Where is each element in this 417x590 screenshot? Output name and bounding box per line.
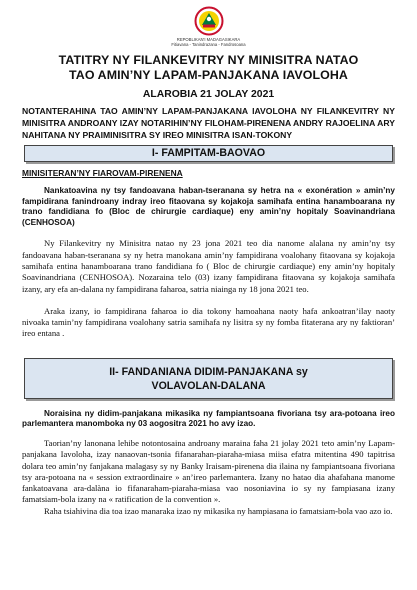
emblem-motto-line: Fitiavana - Tanindrazana - Fandrosoana — [171, 42, 246, 47]
section-1-heading: I- FAMPITAM-BAOVAO — [24, 145, 393, 162]
section-2-paragraph-2: Raha tsiahivina dia toa izao manaraka izao ny mikasika ny hampiasana io famatsiam-bola vao azo io. — [44, 505, 393, 516]
section-1-lead: Nankatoavina ny tsy fandoavana haban-tseranana sy hetra na « exonération » amin’ny fampidirana fanindroany indray ireo fitaovana sy kojakoja samihafa entina hanamboarana ny trano fandidiana fo (Bloc de chirurgie cardiaque) eny amin’ny hopitaly Soavinandriana (CENHOSOA) — [22, 186, 395, 227]
section-2-lead: Noraisina ny didim-panjakana mikasika ny fampiantsoana fivoriana tsy ara-potoana ireo parlemantera manomboka ny 03 aogositra 2021 ho avy izao. — [22, 408, 395, 429]
document-title — [22, 53, 395, 83]
ministry-subheading: MINISITERAN’NY FIAROVAM-PIRENENA — [22, 168, 183, 178]
section-2-heading-line-1: II- FANDANIANA DIDIM-PANJAKANA sy — [109, 365, 308, 378]
emblem-caption — [22, 37, 395, 47]
section-1-paragraph-2: Araka izany, io fampidirana faharoa io dia tokony hamoahana naoty hafa ankoatran’ilay naoty nivoaka tamin’ny fampidirana voalohany satria samihafa ny lisitra sy ny fomba fitaterana ary ny faktioran’ ireo entana . — [22, 305, 395, 339]
section-2-heading-line-2: VOLAVOLAN-DALANA — [151, 379, 266, 392]
emblem-caption-line: REPOBLIKAN'I MADAGASIKARA — [176, 37, 241, 42]
intro-paragraph: NOTANTERAHINA TAO AMIN’NY LAPAM-PANJAKANA IAVOLOHA NY FILANKEVITRY NY MINISITRA ANDROANY IZAY NOTARIHIN’NY FILOHAM-PIRENENA ANDRY RAJOELINA ARY NAHITANA NY PRAIMINISITRA SY IREO MINISITRA ISAN-TOKONY — [22, 106, 395, 140]
section-2-heading — [24, 358, 393, 399]
document-date: ALAROBIA 21 JOLAY 2021 — [142, 89, 275, 100]
madagascar-emblem-icon — [194, 6, 224, 36]
emblem-block — [22, 0, 395, 47]
section-2-paragraph-1: Taorian’ny lanonana lehibe notontosaina androany maraina faha 21 jolay 2021 teto amin’ny Lapam-panjakana Iavoloha, izay nanaovan-tsonia fifanarahan-piaraha-miasa miisa efatra mitentina 490 tapitrisa dolara teo amin’ny fanjakana malagasy sy ny Banky Iraisam-pirenena dia ilaina ny fampiantsoana fivoriana tsy ara-potoana na « session extraordinaire » an’ireo parlemantera. Izany no hatao dia ahafahana manome fankatoavana ara-dalàna io fifanaraham-piaraha-miasa vao nosoniavina io sy ny fampiasana izany famatsiam-bola izany na « ratification de la convention ». — [22, 437, 395, 505]
section-1-paragraph-1: Ny Filankevitry ny Minisitra natao ny 23 jona 2021 teo dia nanome alalana ny amin’ny tsy fandoavana haban-tseranana sy ny hetra manokana amin’ny fampidirana voalohany fitaovana sy kojakoja samihafa entina hanamboarana trano fandidiana fo ( Bloc de chirurgie cardiaque) eny amin’ny hopitaly Soavinandriana (CENHOSOA). Nozaraina telo (03) izany fampidirana fitaovana sy kojakoja samihafa izany, ary efa an-dalana ny fampidirana faharoa, satria niainga ny 18 jona 2021 teo. — [22, 238, 395, 294]
title-line-1: TATITRY NY FILANKEVITRY NY MINISITRA NATAO — [58, 53, 359, 67]
title-line-2: TAO AMIN’NY LAPAM-PANJAKANA IAVOLOHA — [69, 68, 348, 82]
